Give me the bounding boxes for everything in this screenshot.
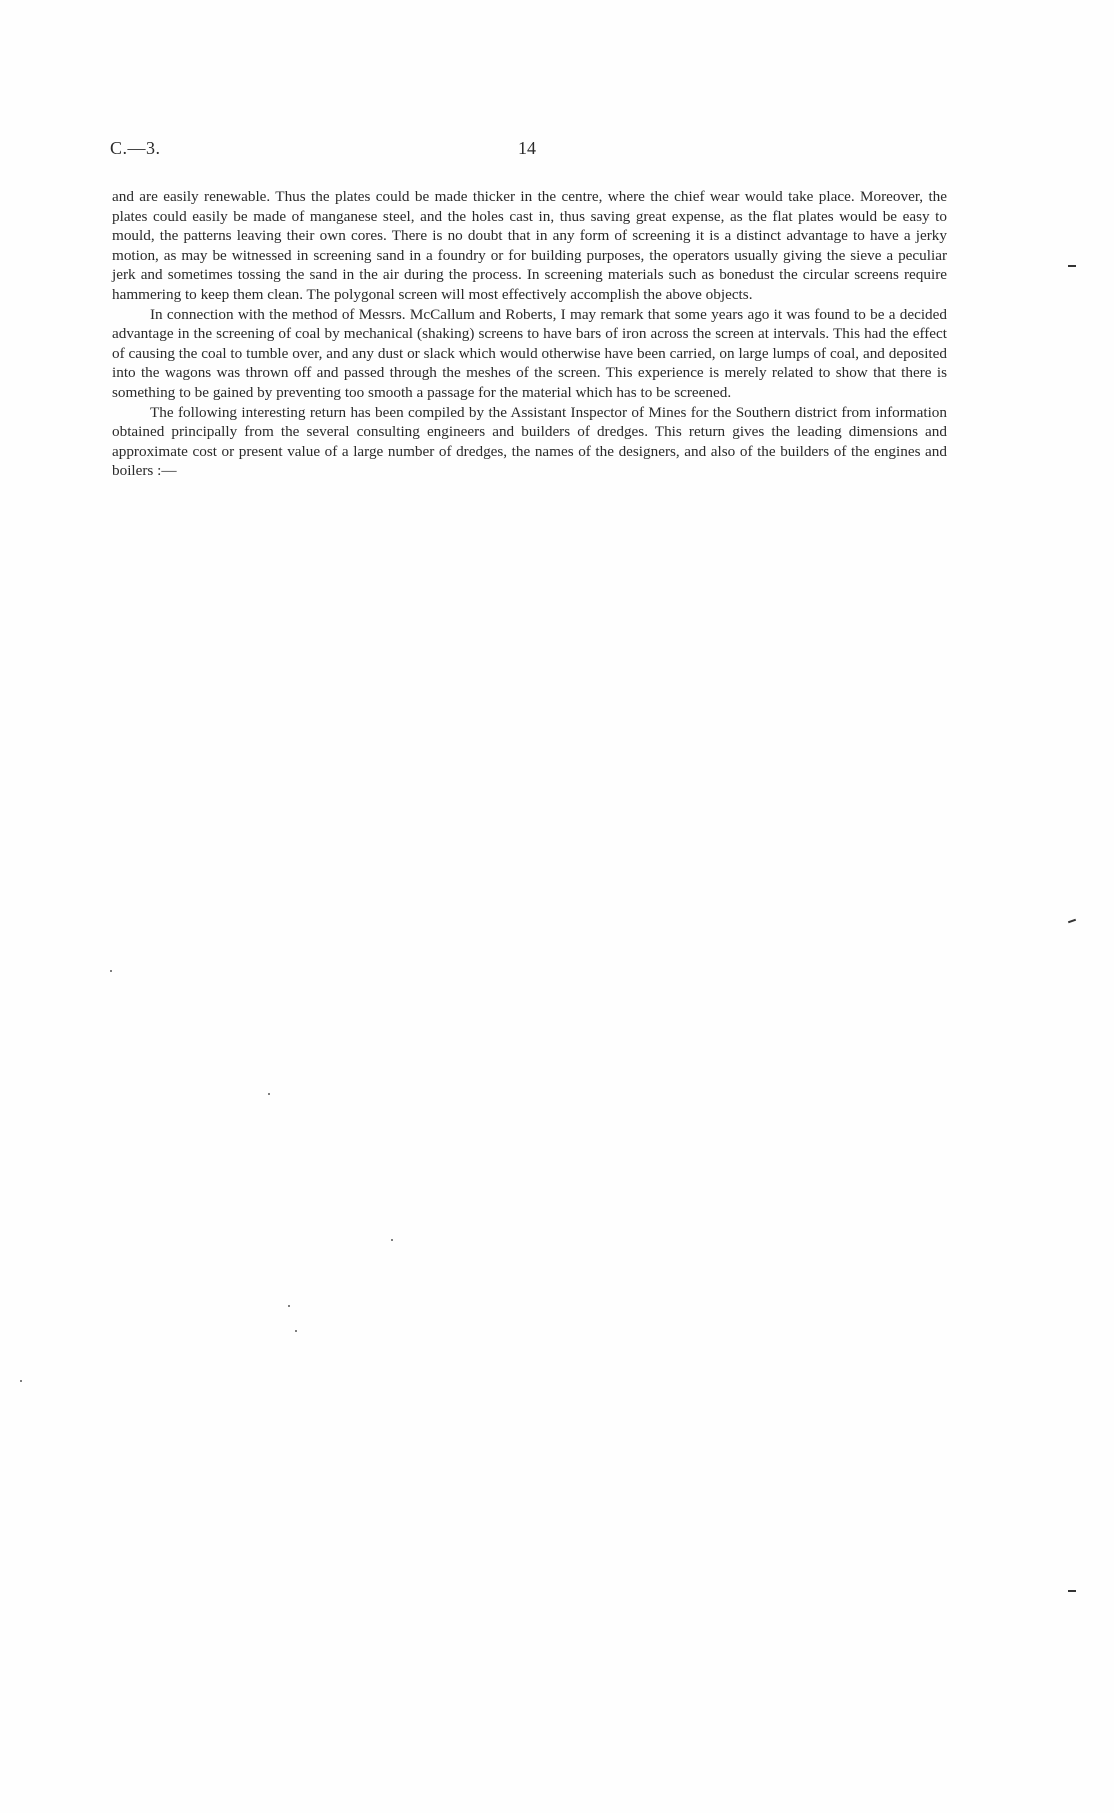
body-text (112, 187, 947, 481)
paragraph-continuation: and are easily renewable. Thus the plates could be made thicker in the centre, where the chief wear would take place. Moreover, the plates could easily be made of manganese steel, and the holes cast in, thus saving great expense, as the flat plates would be easy to mould, the patterns leaving their own cores. There is no doubt that in any form of screening it is a distinct advantage to have a jerky motion, as may be witnessed in screening sand in a foundry or for building purposes, the operators usually giving the sieve a peculiar jerk and sometimes tossing the sand in the air during the process. In screening materials such as bonedust the circular screens require hammering to keep them clean. The polygonal screen will most effectively accomplish the above objects. (112, 188, 947, 303)
scan-speck (288, 1305, 290, 1307)
scan-speck (110, 970, 112, 972)
scan-speck (20, 1380, 22, 1382)
page-header (110, 138, 950, 162)
margin-mark (1068, 919, 1076, 924)
margin-mark (1068, 1590, 1076, 1592)
scan-speck (295, 1330, 297, 1332)
margin-mark (1068, 265, 1076, 267)
paragraph-dredge-return: The following interesting return has been compiled by the Assistant Inspector of Mines for the Southern district from information obtained principally from the several consulting engineers and builders of dredges. This return gives the leading dimensions and approximate cost or present value of a large number of dredges, the names of the designers, and also of the builders of the engines and boilers :— (112, 403, 947, 480)
document-reference: C.—3. (110, 138, 161, 158)
scan-speck (391, 1239, 393, 1241)
paragraph-mccallum-roberts: In connection with the method of Messrs. McCallum and Roberts, I may remark that some years ago it was found to be a decided advantage in the screening of coal by mechanical (shaking) screens to have bars of iron across the screen at intervals. This had the effect of causing the coal to tumble over, and any dust or slack which would otherwise have been carried, on large lumps of coal, and deposited into the wagons was thrown off and passed through the meshes of the screen. This experience is merely related to show that there is something to be gained by preventing too smooth a passage for the material which has to be screened. (112, 305, 947, 401)
page-number: 14 (518, 138, 536, 158)
scan-speck (268, 1093, 270, 1095)
